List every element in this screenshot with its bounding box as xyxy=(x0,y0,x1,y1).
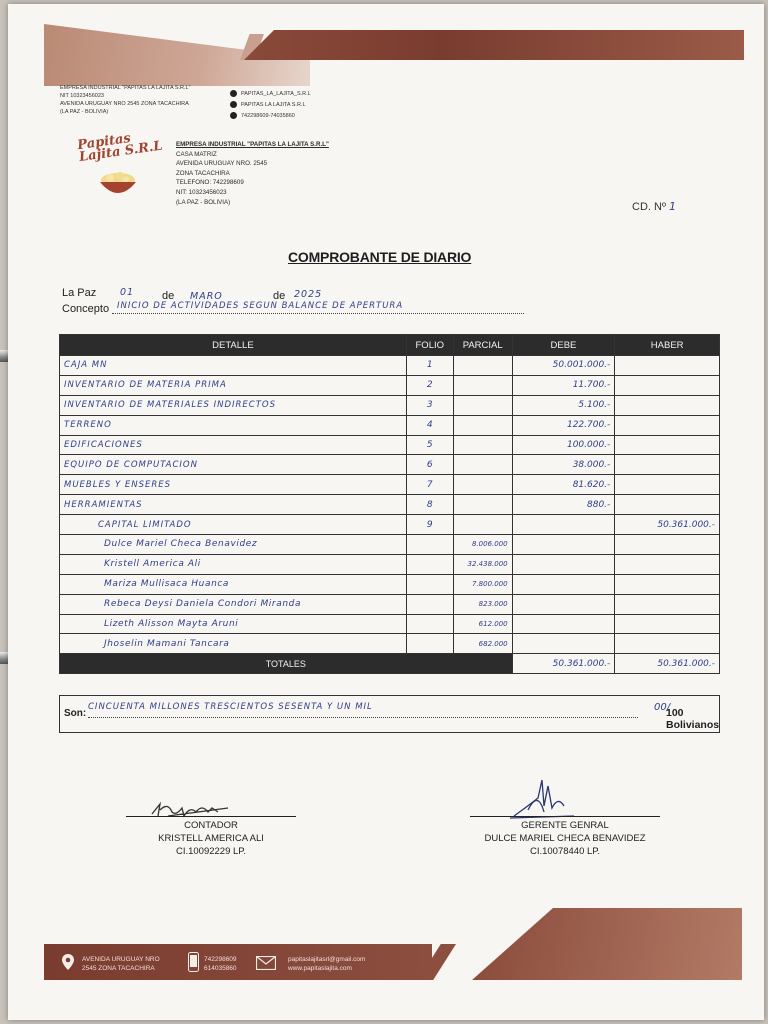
cell-haber xyxy=(615,574,720,594)
logo-text: Papitas Lajita S.R.L xyxy=(76,130,164,166)
concept-line xyxy=(112,313,524,314)
company-city: (LA PAZ - BOLIVIA) xyxy=(176,198,231,206)
company-phone: TELEFONO: 742298609 xyxy=(176,179,244,187)
cell-parcial: 823.000 xyxy=(453,594,512,614)
cell-detalle: EDIFICACIONES xyxy=(60,435,407,455)
header-address-line: AVENIDA URUGUAY NRO 2545 ZONA TACACHIRA xyxy=(60,101,189,107)
cell-haber xyxy=(615,554,720,574)
header-city-line: (LA PAZ - BOLIVIA) xyxy=(60,109,109,115)
cell-parcial: 682.000 xyxy=(453,634,512,654)
cell-debe: 50.001.000.- xyxy=(512,356,615,376)
cell-debe xyxy=(512,614,615,634)
phone-icon xyxy=(188,952,199,972)
whatsapp-icon xyxy=(230,112,237,119)
col-haber: HABER xyxy=(615,335,720,356)
cell-detalle: MUEBLES Y ENSERES xyxy=(60,475,407,495)
table-row xyxy=(60,435,720,455)
cell-detalle: HERRAMIENTAS xyxy=(60,495,407,515)
header-top-left xyxy=(60,84,230,116)
bowl-icon xyxy=(98,170,138,200)
cell-detalle: Jhoselin Mamani Tancara xyxy=(60,634,407,654)
company-block xyxy=(176,140,396,207)
cell-haber xyxy=(615,475,720,495)
email-icon xyxy=(256,956,276,970)
cell-folio: 1 xyxy=(406,356,453,376)
footer-phones xyxy=(204,955,237,973)
footer-address xyxy=(82,955,160,973)
footer-phone-1: 742298609 xyxy=(204,956,237,963)
date-day: 01 xyxy=(120,287,135,298)
cell-detalle: Dulce Mariel Checa Benavidez xyxy=(60,535,407,555)
header-band-dark xyxy=(244,30,744,60)
footer-email: papitaslajitasrl@gmail.com xyxy=(288,956,366,963)
table-row xyxy=(60,594,720,614)
table-row xyxy=(60,535,720,555)
facebook-icon xyxy=(230,101,237,108)
cell-folio: 7 xyxy=(406,475,453,495)
company-zone: ZONA TACACHIRA xyxy=(176,169,230,177)
col-parcial: PARCIAL xyxy=(453,335,512,356)
instagram-handle: PAPITAS_LA_LAJITA_S.R.L xyxy=(241,90,311,97)
cell-parcial xyxy=(453,375,512,395)
son-text: CINCUENTA MILLONES TRESCIENTOS SESENTA Y UN MIL xyxy=(88,702,373,712)
table-row xyxy=(60,614,720,634)
totals-row xyxy=(60,654,720,674)
cd-value: 1 xyxy=(669,200,677,213)
date-de-2: de xyxy=(273,290,286,302)
cell-haber xyxy=(615,375,720,395)
signature-block-right xyxy=(470,816,660,858)
cell-detalle: Rebeca Deysi Daniela Condori Miranda xyxy=(60,594,407,614)
footer-phone-2: 614035860 xyxy=(204,965,237,972)
cell-debe xyxy=(512,634,615,654)
cell-debe: 880.- xyxy=(512,495,615,515)
signature-block-left xyxy=(126,816,296,858)
cd-number xyxy=(632,200,676,213)
signer-name-left: KRISTELL AMERICA ALI xyxy=(158,833,264,844)
cell-parcial: 7.800.000 xyxy=(453,574,512,594)
cell-haber xyxy=(615,614,720,634)
place-label: La Paz xyxy=(62,287,97,299)
journal-table xyxy=(59,334,720,674)
table-row xyxy=(60,455,720,475)
cell-debe: 122.700.- xyxy=(512,415,615,435)
table-row xyxy=(60,415,720,435)
cell-detalle: Kristell America Ali xyxy=(60,554,407,574)
header-social xyxy=(230,88,350,121)
cell-debe xyxy=(512,554,615,574)
cell-debe: 38.000.- xyxy=(512,455,615,475)
document-page xyxy=(8,4,764,1020)
signature-line xyxy=(126,816,296,817)
signature-line xyxy=(470,816,660,817)
company-nit: NIT: 10323456023 xyxy=(176,188,227,196)
cell-debe xyxy=(512,515,615,535)
cell-haber xyxy=(615,535,720,555)
footer-contact xyxy=(288,955,365,973)
signer-ci-right: CI.10078440 LP. xyxy=(529,846,601,857)
facebook-handle: PAPITAS LA LAJITA S.R.L xyxy=(241,101,306,108)
cell-parcial xyxy=(453,455,512,475)
table-row xyxy=(60,375,720,395)
company-name: EMPRESA INDUSTRIAL "PAPITAS LA LAJITA S.R.L" xyxy=(176,141,329,148)
footer-web: www.papitaslajita.com xyxy=(288,965,352,972)
signer-role-right: GERENTE GENRAL xyxy=(521,820,609,831)
cell-parcial xyxy=(453,495,512,515)
son-cents: 00/ xyxy=(654,702,671,713)
footer-band-right xyxy=(472,908,742,980)
col-debe: DEBE xyxy=(512,335,615,356)
cd-label: CD. Nº xyxy=(632,201,666,213)
son-dotted-line xyxy=(88,717,638,718)
cell-detalle: CAJA MN xyxy=(60,356,407,376)
cell-parcial xyxy=(453,415,512,435)
col-detalle: DETALLE xyxy=(60,335,407,356)
cell-folio: 6 xyxy=(406,455,453,475)
total-haber: 50.361.000.- xyxy=(615,654,720,674)
cell-parcial xyxy=(453,395,512,415)
cell-detalle: EQUIPO DE COMPUTACION xyxy=(60,455,407,475)
signer-ci-left: CI.10092229 LP. xyxy=(175,846,247,857)
table-header-row xyxy=(60,335,720,356)
cell-folio xyxy=(406,574,453,594)
amount-in-words xyxy=(59,695,720,733)
total-debe: 50.361.000.- xyxy=(512,654,615,674)
cell-debe: 100.000.- xyxy=(512,435,615,455)
cell-folio: 9 xyxy=(406,515,453,535)
cell-parcial: 8.006.000 xyxy=(453,535,512,555)
cell-debe: 5.100.- xyxy=(512,395,615,415)
cell-folio xyxy=(406,554,453,574)
cell-haber xyxy=(615,435,720,455)
instagram-icon xyxy=(230,90,237,97)
signer-role-left: CONTADOR xyxy=(184,820,238,831)
company-logo xyxy=(76,130,168,214)
footer-address-line1: AVENIDA URUGUAY NRO xyxy=(82,956,160,963)
table-row xyxy=(60,574,720,594)
header-nit-line: NIT 10323456023 xyxy=(60,93,104,99)
header-company-line: EMPRESA INDUSTRIAL "PAPITAS LA LAJITA S.R.L" xyxy=(60,85,191,91)
cell-folio: 3 xyxy=(406,395,453,415)
table-row xyxy=(60,395,720,415)
table-row xyxy=(60,634,720,654)
location-icon xyxy=(62,954,74,970)
company-branch: CASA MATRIZ xyxy=(176,150,217,158)
cell-folio: 8 xyxy=(406,495,453,515)
signer-name-right: DULCE MARIEL CHECA BENAVIDEZ xyxy=(484,833,646,844)
cell-detalle: Lizeth Alisson Mayta Aruni xyxy=(60,614,407,634)
cell-parcial xyxy=(453,475,512,495)
cell-folio xyxy=(406,535,453,555)
whatsapp-number: 742298609-74035860 xyxy=(241,112,295,119)
cell-haber xyxy=(615,495,720,515)
date-month: MARO xyxy=(190,291,223,302)
table-row xyxy=(60,475,720,495)
totals-label: TOTALES xyxy=(60,654,513,674)
cell-debe xyxy=(512,594,615,614)
table-row xyxy=(60,515,720,535)
cell-folio: 5 xyxy=(406,435,453,455)
cell-haber xyxy=(615,594,720,614)
cell-folio xyxy=(406,634,453,654)
cell-haber xyxy=(615,356,720,376)
page-title: COMPROBANTE DE DIARIO xyxy=(288,249,472,265)
cell-haber xyxy=(615,395,720,415)
son-suffix: 100 Bolivianos xyxy=(666,707,720,731)
table-row xyxy=(60,554,720,574)
concept-label: Concepto xyxy=(62,303,110,315)
cell-detalle: INVENTARIO DE MATERIALES INDIRECTOS xyxy=(60,395,407,415)
footer-address-line2: 2545 ZONA TACACHIRA xyxy=(82,965,155,972)
cell-detalle: Mariza Mullisaca Huanca xyxy=(60,574,407,594)
cell-folio: 2 xyxy=(406,375,453,395)
cell-detalle: INVENTARIO DE MATERIA PRIMA xyxy=(60,375,407,395)
cell-folio xyxy=(406,614,453,634)
cell-debe xyxy=(512,574,615,594)
cell-parcial xyxy=(453,515,512,535)
cell-haber xyxy=(615,415,720,435)
son-label: Son: xyxy=(64,708,87,719)
cell-folio xyxy=(406,594,453,614)
company-address: AVENIDA URUGUAY NRO. 2545 xyxy=(176,160,268,168)
cell-detalle: CAPITAL LIMITADO xyxy=(60,515,407,535)
cell-detalle: TERRENO xyxy=(60,415,407,435)
cell-debe: 11.700.- xyxy=(512,375,615,395)
cell-folio: 4 xyxy=(406,415,453,435)
table-row xyxy=(60,495,720,515)
cell-debe xyxy=(512,535,615,555)
date-year: 2025 xyxy=(294,289,323,300)
cell-haber xyxy=(615,455,720,475)
cell-parcial: 612.000 xyxy=(453,614,512,634)
col-folio: FOLIO xyxy=(406,335,453,356)
cell-haber: 50.361.000.- xyxy=(615,515,720,535)
cell-parcial xyxy=(453,356,512,376)
cell-parcial xyxy=(453,435,512,455)
cell-parcial: 32.438.000 xyxy=(453,554,512,574)
date-de-1: de xyxy=(162,290,175,302)
concept-value: INICIO DE ACTIVIDADES SEGUN BALANCE DE APERTURA xyxy=(117,301,404,311)
table-row xyxy=(60,356,720,376)
cell-debe: 81.620.- xyxy=(512,475,615,495)
cell-haber xyxy=(615,634,720,654)
